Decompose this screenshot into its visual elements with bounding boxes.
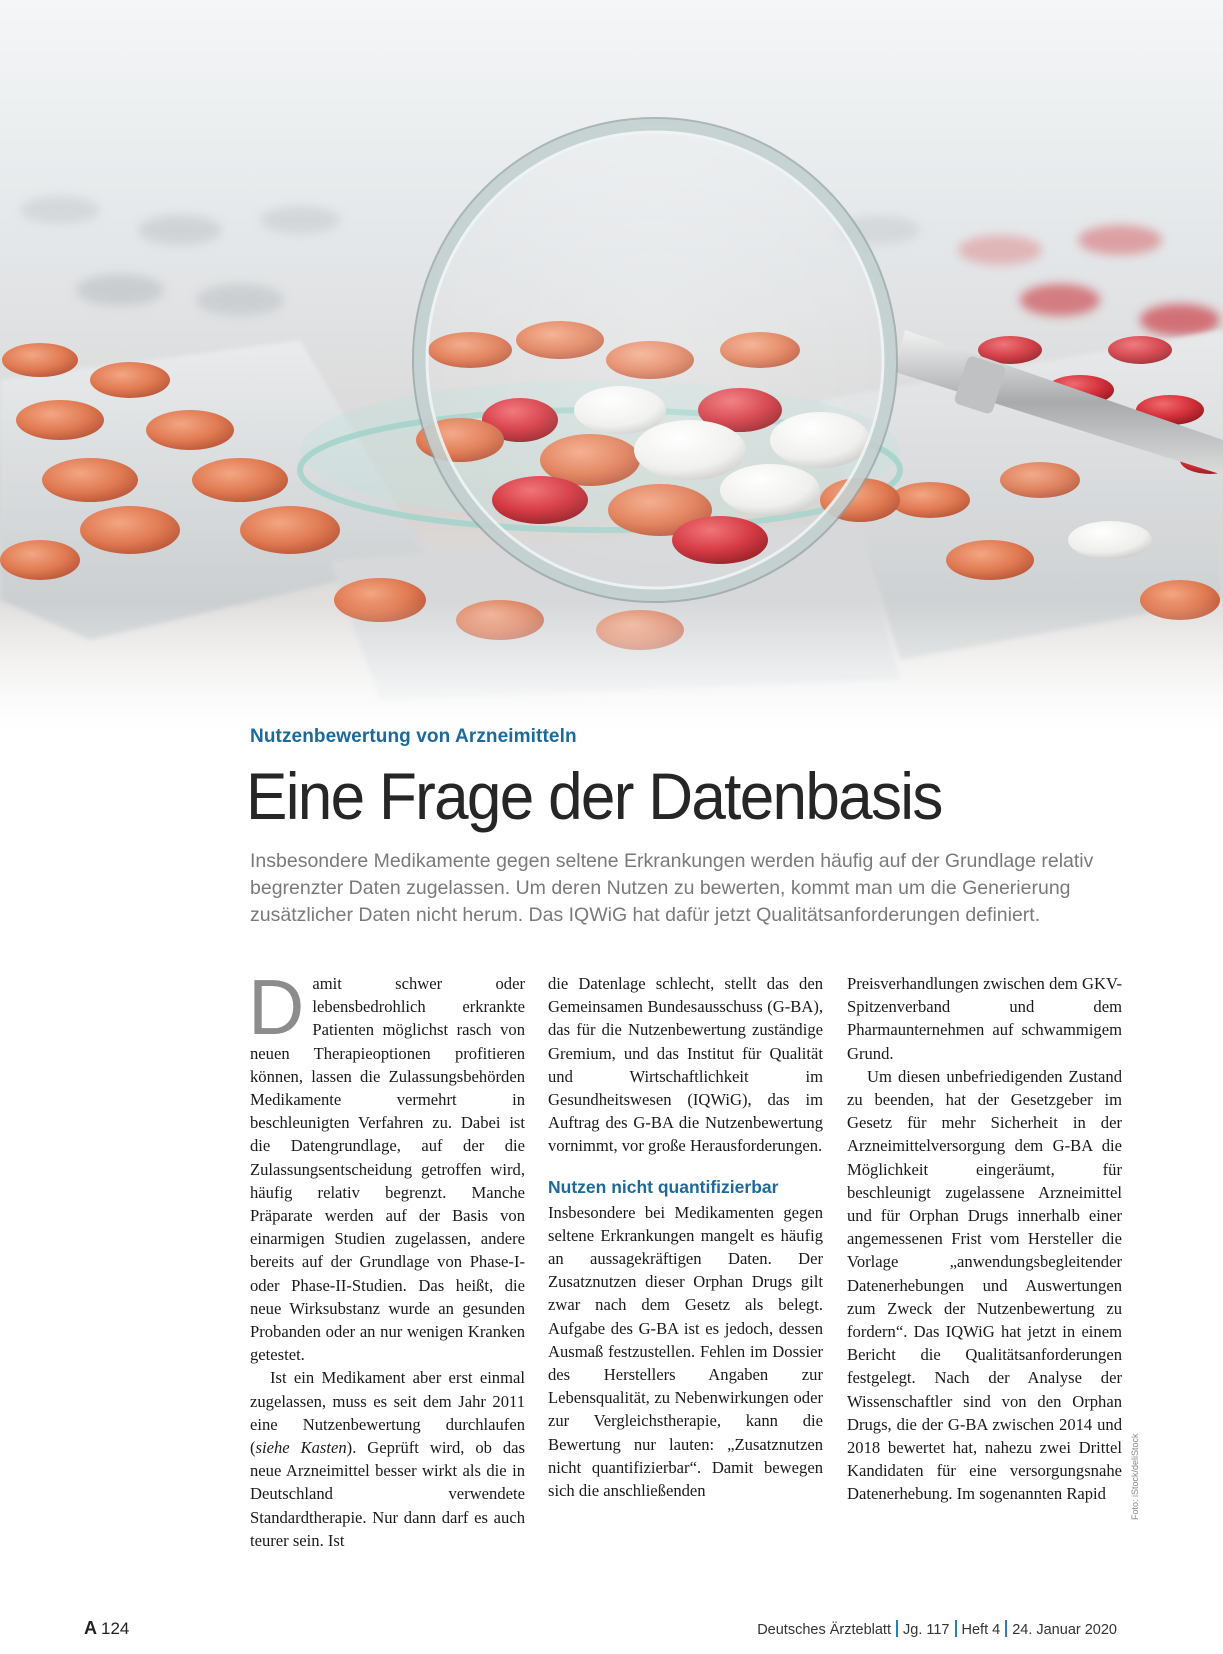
lead-line: Insbesondere Medikamente gegen seltene Erkrankungen werden häufig auf der Grundlage relativ xyxy=(250,850,1094,872)
section-letter: A xyxy=(84,1618,97,1638)
hero-photo xyxy=(0,0,1223,730)
drop-cap: D xyxy=(248,963,305,1051)
page-number-value: 124 xyxy=(101,1619,130,1638)
paragraph: Insbesondere bei Medikamenten gegen seltene Erkrankungen mangelt es häufig an aussagekräftigen Daten. Der Zusatznutzen dieser Orphan Drugs gilt zwar nach dem Gesetz als belegt. Aufgabe des G-BA ist es jedoch, dessen Ausmaß festzustellen. Fehlen im Dossier des Herstellers Angaben zur Lebensqualität, zu Nebenwirkungen oder zur Vergleichstherapie, kann die Bewertung nur lauten: „Zusatznutzen nicht quantifizierbar“. Damit bewegen sich die anschließenden xyxy=(548,1202,823,1501)
issue: Heft 4 xyxy=(961,1622,1001,1638)
paragraph: die Datenlage schlecht, stellt das den Gemeinsamen Bundesausschuss (G-BA), das für die Nutzenbewertung zuständige Gremium, und das Institut für Qualität und Wirtschaftlichkeit im Gesundheitswesen (IQWiG), das im Auftrag des G-BA die Nutzenbewertung vornimmt, vor große Herausforderungen. xyxy=(548,974,823,1156)
paragraph: Um diesen unbefriedigenden Zustand zu beenden, hat der Gesetzgeber im Gesetz für mehr Sicherheit in der Arzneimittelversorgung dem G-BA die Möglichkeit eingeräumt, für beschleunigt zugelassene Arzneimittel und für Orphan Drugs innerhalb einer angemessenen Frist vom Hersteller die Vorlage „anwendungsbegleitender Datenerhebungen und Auswertungen zum Zweck der Nutzenbewertung zu fordern“. Das IQWiG hat jetzt in einem Bericht die Qualitätsanforderungen festgelegt. Nach der Analyse der Wissenschaftler sind von den Orphan Drugs, die der G-BA zwischen 2014 und 2018 bewertet hat, nahezu zwei Drittel Kandidaten für eine versorgungsnahe Datenerhebung. Im sogenannten Rapid xyxy=(847,1066,1122,1504)
divider xyxy=(896,1620,898,1637)
section-subhead: Nutzen nicht quantifizierbar xyxy=(548,1176,779,1197)
text-column-3 xyxy=(847,972,1122,1506)
text-column-2 xyxy=(548,972,823,1502)
footer-journal-info xyxy=(757,1620,1117,1638)
article-lead xyxy=(250,848,1130,929)
paragraph-text: ). Geprüft wird, ob das neue Arzneimittel besser wirkt als die in Deutschland verwendete Standardtherapie. Nur dann darf es auch teurer sein. Ist xyxy=(250,1438,525,1550)
article-headline: Eine Frage der Datenbasis xyxy=(246,759,942,833)
journal-name: Deutsches Ärzteblatt xyxy=(757,1622,891,1638)
divider xyxy=(1005,1620,1007,1637)
paragraph-text: Ist ein Medikament aber erst einmal zugelassen, muss es seit dem Jahr 2011 eine Nutzenbewertung durchlaufen ( xyxy=(250,1368,525,1458)
text-column-1 xyxy=(248,963,525,1552)
photo-credit: Foto: iStock/deliStock xyxy=(1130,1433,1140,1520)
divider xyxy=(955,1620,957,1637)
page-number xyxy=(84,1618,129,1639)
paragraph xyxy=(248,963,525,1366)
paragraph: Preisverhandlungen zwischen dem GKV-Spitzenverband und dem Pharmaunternehmen auf schwammigem Grund. xyxy=(847,974,1122,1063)
paragraph xyxy=(250,1366,525,1552)
article-kicker: Nutzenbewertung von Arzneimitteln xyxy=(250,726,577,747)
box-reference: siehe Kasten xyxy=(255,1438,347,1458)
issue-date: 24. Januar 2020 xyxy=(1012,1622,1117,1638)
volume: Jg. 117 xyxy=(903,1622,950,1638)
lead-line: zusätzlicher Daten nicht herum. Das IQWiG hat dafür jetzt Qualitätsanforderungen definiert. xyxy=(250,904,1041,926)
pills-magnifier-illustration xyxy=(0,0,1223,730)
paragraph-text: amit schwer oder lebensbedrohlich erkrankte Patienten möglichst rasch von neuen Therapieoptionen profitieren können, lassen die Zulassungsbehörden Medikamente vermehrt in beschleunigten Verfahren zu. Dabei ist die Datengrundlage, auf der die Zulassungsentscheidung getroffen wird, häufig relativ begrenzt. Manche Präparate werden auf der Basis von einarmigen Studien zugelassen, andere bereits auf der Grundlage von Phase-I- oder Phase-II-Studien. Das heißt, die neue Wirksubstanz wurde an gesunden Probanden oder an nur wenigen Kranken getestet. xyxy=(250,974,525,1365)
lead-line: begrenzter Daten zugelassen. Um deren Nutzen zu bewerten, kommt man um die Generierung xyxy=(250,877,1071,899)
